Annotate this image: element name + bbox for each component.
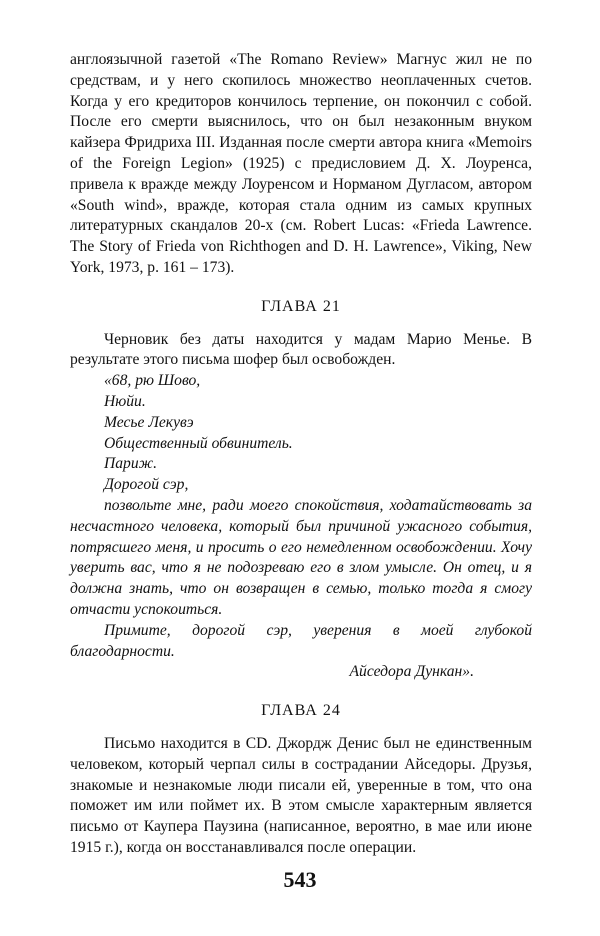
page-text	[70, 50, 532, 859]
chapter-24-heading: ГЛАВА 24	[261, 702, 341, 720]
letter-closing: Примите, дорогой сэр, уверения в моей глубокой благодарности.	[70, 621, 532, 660]
chapter-24-text: Письмо находится в CD. Джордж Денис был не единственным человеком, который черпал силы в сострадании Айседоры. Друзья, знакомые и незнакомые люди писали ей, уверенные в том, что она поможет им или поймет их. В этом смысле характерным является письмо от Каупера Паузина (написанное, вероятно, в мае или июне 1915 г.), когда он восстанавливался после операции.	[70, 734, 532, 856]
letter-address-line: Нюйи.	[104, 392, 146, 410]
letter-signature: Айседора Дункан».	[349, 663, 474, 681]
note-paragraph: англоязычной газетой «The Romano Review» Магнус жил не по средствам, и у него скопилось множество неоплаченных счетов. Когда у его кредиторов кончилось терпение, он покончил с собой. После его смерти выяснилось, что он был незаконным внуком кайзера Фридриха III. Изданная после смерти автора книга «Memoirs of the Foreign Legion» (1925) с предисловием Д. Х. Лоуренса, привела к вражде между Лоуренсом и Норманом Дугласом, автором «South wind», вражде, которая стала одним из самых крупных литературных скандалов 20-х (см. Robert Lucas: «Frieda Lawrence. The Story of Frieda von Richthogen and D. H. Lawrence», Viking, New York, 1973, p. 161 – 173).	[70, 51, 532, 276]
letter-salutation: Дорогой сэр,	[104, 476, 189, 494]
page-number: 543	[283, 867, 317, 892]
chapter-21-heading: ГЛАВА 21	[261, 297, 341, 315]
letter-body: позвольте мне, ради моего спокойствия, ходатайствовать за несчастного человека, который был причиной ужасного события, потрясшего меня, и просить о его немедленном освобождении. Хочу уверить вас, что я не подозреваю его в злом умысле. Он отец, и я должна знать, что он возвращен в семью, только тогда я смогу отчасти успокоиться.	[70, 496, 532, 618]
letter-address-line: Месье Лекувэ	[104, 413, 194, 431]
chapter-21-intro: Черновик без даты находится у мадам Марио Менье. В результате этого письма шофер был освобожден.	[70, 330, 532, 369]
letter-address-line: Париж.	[104, 455, 158, 473]
letter-address-line: Общественный обвинитель.	[104, 434, 293, 452]
letter-block	[70, 371, 532, 683]
letter-address-line: «68, рю Шово,	[104, 372, 201, 390]
